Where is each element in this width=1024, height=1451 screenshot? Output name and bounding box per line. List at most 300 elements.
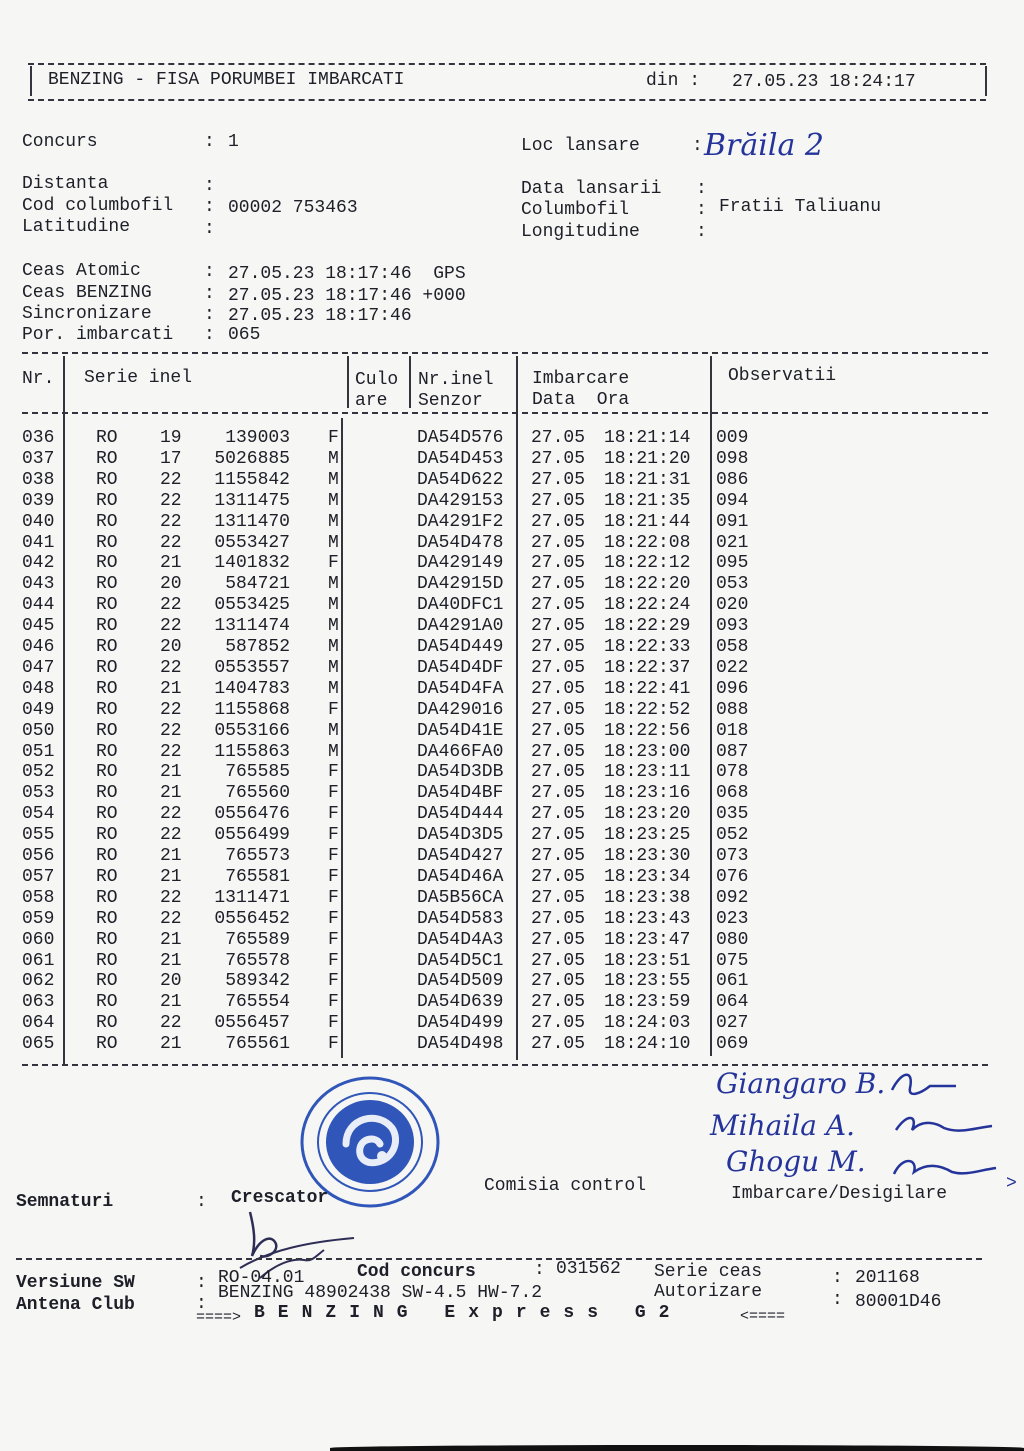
row-sensor: DA54D583	[417, 908, 504, 929]
row-nr: 048	[22, 678, 55, 699]
table-row	[0, 783, 1024, 804]
row-country: RO	[96, 469, 118, 490]
row-sex: M	[328, 574, 339, 595]
row-sensor: DA429149	[417, 553, 504, 574]
row-ring: 765585	[225, 762, 290, 783]
row-ring: 587852	[225, 637, 290, 657]
versiune-sw-value: RO-04.01	[218, 1268, 305, 1288]
row-nr: 044	[22, 595, 55, 616]
header-culoare-1: Culo	[355, 370, 399, 390]
row-nr: 054	[22, 804, 55, 825]
crescator-label: Crescator	[231, 1188, 329, 1208]
loc-lansare-colon: :	[692, 136, 703, 156]
row-ring: 584721	[225, 574, 290, 595]
row-date: 27.05	[531, 469, 586, 490]
table-bottom-rule	[22, 1064, 988, 1066]
row-time: 18:22:56	[604, 720, 691, 741]
banner-text: BENZING Express G2	[254, 1303, 683, 1323]
row-observatii: 021	[716, 532, 749, 553]
commission-signature-2: Mihaila A.	[710, 1109, 855, 1142]
ceas-atomic-colon: :	[204, 262, 215, 282]
cod-columbofil-value: 00002 753463	[228, 198, 358, 218]
row-ring: 1311471	[214, 887, 290, 908]
row-sex: M	[328, 657, 339, 678]
row-year: 22	[160, 469, 182, 490]
row-sex: F	[328, 1013, 339, 1034]
ceas-atomic-label: Ceas Atomic	[22, 261, 141, 281]
row-sensor: DA54D622	[417, 469, 504, 490]
row-country: RO	[96, 783, 118, 804]
row-time: 18:23:11	[604, 762, 691, 783]
row-date: 27.05	[531, 783, 586, 804]
row-year: 21	[160, 678, 182, 699]
row-sensor: DA4291A0	[417, 616, 504, 637]
row-sex: M	[328, 448, 339, 469]
row-ring: 139003	[225, 428, 290, 448]
data-lansarii-label: Data lansarii	[521, 179, 662, 199]
row-sex: M	[328, 490, 339, 511]
autorizare-colon: :	[832, 1290, 843, 1310]
row-sensor: DA429153	[417, 490, 504, 511]
row-observatii: 073	[716, 846, 749, 866]
row-ring: 0553557	[214, 657, 290, 678]
row-nr: 040	[22, 511, 55, 532]
antena-club-label: Antena Club	[16, 1295, 135, 1315]
table-row	[0, 616, 1024, 637]
columbofil-label: Columbofil	[521, 200, 630, 220]
table-row	[0, 909, 1024, 930]
row-time: 18:21:14	[604, 428, 691, 448]
row-sex: M	[328, 532, 339, 553]
row-year: 22	[160, 595, 182, 616]
cod-concurs-colon: :	[534, 1260, 545, 1280]
row-year: 21	[160, 846, 182, 866]
row-time: 18:21:31	[604, 469, 691, 490]
row-observatii: 035	[716, 804, 749, 825]
row-date: 27.05	[531, 908, 586, 929]
row-date: 27.05	[531, 1013, 586, 1034]
serie-ceas-colon: :	[832, 1268, 843, 1288]
row-sex: F	[328, 887, 339, 908]
row-country: RO	[96, 553, 118, 574]
row-year: 22	[160, 616, 182, 637]
row-date: 27.05	[531, 616, 586, 637]
row-date: 27.05	[531, 532, 586, 553]
row-country: RO	[96, 1013, 118, 1034]
row-time: 18:24:10	[604, 1034, 691, 1055]
distanta-label: Distanta	[22, 174, 109, 194]
commission-signature-scribbles	[880, 1064, 1000, 1194]
row-sex: F	[328, 428, 339, 448]
row-date: 27.05	[531, 553, 586, 574]
row-year: 21	[160, 762, 182, 783]
row-time: 18:23:38	[604, 887, 691, 908]
row-date: 27.05	[531, 825, 586, 846]
row-year: 22	[160, 720, 182, 741]
row-ring: 589342	[225, 971, 290, 992]
row-country: RO	[96, 950, 118, 971]
header-left-bar	[30, 66, 32, 96]
header-culoare-2: are	[355, 391, 388, 411]
row-nr: 065	[22, 1034, 55, 1055]
columbofil-value: Fratii Taliuanu	[719, 197, 882, 217]
sincronizare-colon: :	[204, 305, 215, 325]
row-observatii: 076	[716, 866, 749, 887]
row-date: 27.05	[531, 637, 586, 657]
row-sensor: DA40DFC1	[417, 595, 504, 616]
table-row	[0, 721, 1024, 742]
row-nr: 042	[22, 553, 55, 574]
row-sex: F	[328, 846, 339, 866]
row-sensor: DA54D3D5	[417, 825, 504, 846]
row-sensor: DA5B56CA	[417, 887, 504, 908]
row-date: 27.05	[531, 804, 586, 825]
row-observatii: 080	[716, 929, 749, 950]
row-observatii: 092	[716, 887, 749, 908]
header-nr: Nr.	[22, 369, 55, 389]
row-sex: M	[328, 678, 339, 699]
row-time: 18:23:20	[604, 804, 691, 825]
row-country: RO	[96, 741, 118, 762]
row-nr: 036	[22, 428, 55, 448]
concurs-label: Concurs	[22, 132, 98, 152]
row-observatii: 009	[716, 428, 749, 448]
row-nr: 052	[22, 762, 55, 783]
row-observatii: 095	[716, 553, 749, 574]
row-nr: 041	[22, 532, 55, 553]
semnaturi-colon: :	[196, 1192, 207, 1212]
row-sensor: DA54D444	[417, 804, 504, 825]
row-ring: 765589	[225, 929, 290, 950]
table-row	[0, 658, 1024, 679]
row-country: RO	[96, 637, 118, 657]
row-sex: M	[328, 637, 339, 657]
row-time: 18:23:30	[604, 846, 691, 866]
row-nr: 049	[22, 699, 55, 720]
por-imbarcati-value: 065	[228, 325, 261, 345]
row-nr: 045	[22, 616, 55, 637]
row-sensor: DA54D41E	[417, 720, 504, 741]
concurs-value: 1	[228, 132, 239, 152]
row-observatii: 061	[716, 971, 749, 992]
row-time: 18:22:41	[604, 678, 691, 699]
row-time: 18:22:37	[604, 657, 691, 678]
row-sex: F	[328, 971, 339, 992]
row-nr: 063	[22, 992, 55, 1013]
row-observatii: 096	[716, 678, 749, 699]
table-header-rule	[22, 412, 988, 414]
row-ring: 1311470	[214, 511, 290, 532]
header-datetime: 27.05.23 18:24:17	[732, 72, 916, 92]
por-imbarcati-colon: :	[204, 325, 215, 345]
row-nr: 039	[22, 490, 55, 511]
row-sensor: DA466FA0	[417, 741, 504, 762]
table-row	[0, 449, 1024, 470]
row-sensor: DA54D453	[417, 448, 504, 469]
row-year: 22	[160, 657, 182, 678]
row-sensor: DA54D449	[417, 637, 504, 657]
table-row	[0, 825, 1024, 846]
row-sex: F	[328, 762, 339, 783]
row-sex: M	[328, 469, 339, 490]
row-sensor: DA54D478	[417, 532, 504, 553]
row-sensor: DA42915D	[417, 574, 504, 595]
row-time: 18:23:34	[604, 866, 691, 887]
row-country: RO	[96, 992, 118, 1013]
row-nr: 062	[22, 971, 55, 992]
table-row	[0, 553, 1024, 574]
row-ring: 1311474	[214, 616, 290, 637]
row-sensor: DA54D4BF	[417, 783, 504, 804]
row-ring: 765560	[225, 783, 290, 804]
row-ring: 0553166	[214, 720, 290, 741]
arrow-mark: >	[1006, 1174, 1017, 1194]
row-sex: M	[328, 511, 339, 532]
row-nr: 050	[22, 720, 55, 741]
row-sensor: DA54D4FA	[417, 678, 504, 699]
row-country: RO	[96, 887, 118, 908]
row-sensor: DA54D4A3	[417, 929, 504, 950]
row-country: RO	[96, 929, 118, 950]
row-sensor: DA54D498	[417, 1034, 504, 1055]
loc-lansare-label: Loc lansare	[521, 136, 640, 156]
row-year: 22	[160, 532, 182, 553]
header-observatii: Observatii	[728, 366, 837, 386]
row-time: 18:22:20	[604, 574, 691, 595]
row-nr: 059	[22, 908, 55, 929]
row-country: RO	[96, 511, 118, 532]
table-row	[0, 846, 1024, 867]
row-year: 22	[160, 887, 182, 908]
row-date: 27.05	[531, 428, 586, 448]
row-observatii: 022	[716, 657, 749, 678]
document-title: BENZING - FISA PORUMBEI IMBARCATI	[48, 70, 405, 90]
cod-concurs-label: Cod concurs	[357, 1262, 476, 1282]
row-year: 22	[160, 741, 182, 762]
row-ring: 1155863	[214, 741, 290, 762]
row-date: 27.05	[531, 657, 586, 678]
row-sex: F	[328, 825, 339, 846]
row-ring: 765578	[225, 950, 290, 971]
row-country: RO	[96, 616, 118, 637]
row-ring: 1155868	[214, 699, 290, 720]
row-observatii: 086	[716, 469, 749, 490]
row-year: 22	[160, 804, 182, 825]
latitudine-colon: :	[204, 219, 215, 239]
por-imbarcati-label: Por. imbarcati	[22, 325, 174, 345]
row-date: 27.05	[531, 511, 586, 532]
page-bottom-edge	[330, 1445, 1024, 1451]
row-time: 18:23:47	[604, 929, 691, 950]
row-year: 22	[160, 699, 182, 720]
row-date: 27.05	[531, 1034, 586, 1055]
row-observatii: 075	[716, 950, 749, 971]
row-time: 18:22:29	[604, 616, 691, 637]
row-sensor: DA429016	[417, 699, 504, 720]
row-ring: 0556476	[214, 804, 290, 825]
row-ring: 765581	[225, 866, 290, 887]
row-country: RO	[96, 825, 118, 846]
row-sex: M	[328, 720, 339, 741]
row-ring: 765554	[225, 992, 290, 1013]
row-time: 18:22:08	[604, 532, 691, 553]
row-ring: 0556452	[214, 908, 290, 929]
table-row	[0, 1013, 1024, 1034]
loc-lansare-value: Brăila 2	[704, 128, 824, 163]
table-row	[0, 804, 1024, 825]
row-time: 18:24:03	[604, 1013, 691, 1034]
serie-ceas-label: Serie ceas	[654, 1262, 763, 1282]
distanta-colon: :	[204, 176, 215, 196]
row-observatii: 020	[716, 595, 749, 616]
row-year: 22	[160, 1013, 182, 1034]
row-observatii: 064	[716, 992, 749, 1013]
row-date: 27.05	[531, 490, 586, 511]
serie-ceas-value: 201168	[855, 1268, 920, 1288]
data-lansarii-colon: :	[696, 179, 707, 199]
row-sex: F	[328, 1034, 339, 1055]
row-sensor: DA54D4DF	[417, 657, 504, 678]
row-observatii: 094	[716, 490, 749, 511]
row-year: 20	[160, 637, 182, 657]
row-country: RO	[96, 908, 118, 929]
antena-club-value: BENZING 48902438 SW-4.5 HW-7.2	[218, 1283, 543, 1303]
row-sex: F	[328, 699, 339, 720]
row-ring: 1404783	[214, 678, 290, 699]
ceas-atomic-value: 27.05.23 18:17:46 GPS	[228, 264, 466, 284]
row-country: RO	[96, 971, 118, 992]
row-year: 22	[160, 511, 182, 532]
row-observatii: 068	[716, 783, 749, 804]
row-country: RO	[96, 574, 118, 595]
row-date: 27.05	[531, 866, 586, 887]
row-date: 27.05	[531, 595, 586, 616]
row-sensor: DA54D499	[417, 1013, 504, 1034]
footer-rule	[16, 1258, 982, 1260]
col-divider-culoare	[409, 356, 411, 408]
row-country: RO	[96, 846, 118, 866]
header-nrinel-1: Nr.inel	[418, 370, 494, 390]
row-date: 27.05	[531, 887, 586, 908]
table-row	[0, 951, 1024, 972]
row-observatii: 023	[716, 908, 749, 929]
row-sensor: DA54D576	[417, 428, 504, 448]
row-ring: 0556499	[214, 825, 290, 846]
row-sex: F	[328, 553, 339, 574]
row-country: RO	[96, 866, 118, 887]
row-nr: 056	[22, 846, 55, 866]
cod-columbofil-label: Cod columbofil	[22, 196, 174, 216]
row-time: 18:21:35	[604, 490, 691, 511]
header-right-bar	[985, 66, 987, 96]
row-sensor: DA4291F2	[417, 511, 504, 532]
row-ring: 0553425	[214, 595, 290, 616]
row-ring: 1401832	[214, 553, 290, 574]
row-nr: 043	[22, 574, 55, 595]
row-year: 22	[160, 825, 182, 846]
comisia-control-label: Comisia control	[484, 1176, 647, 1196]
header-top-rule	[28, 63, 986, 65]
row-sensor: DA54D3DB	[417, 762, 504, 783]
row-nr: 053	[22, 783, 55, 804]
row-year: 21	[160, 553, 182, 574]
row-year: 17	[160, 448, 182, 469]
table-row	[0, 470, 1024, 491]
row-country: RO	[96, 448, 118, 469]
row-sex: F	[328, 908, 339, 929]
row-observatii: 069	[716, 1034, 749, 1055]
row-year: 21	[160, 992, 182, 1013]
row-nr: 060	[22, 929, 55, 950]
row-ring: 0553427	[214, 532, 290, 553]
row-country: RO	[96, 762, 118, 783]
header-nrinel-2: Senzor	[418, 391, 483, 411]
row-time: 18:22:24	[604, 595, 691, 616]
longitudine-label: Longitudine	[521, 222, 640, 242]
row-nr: 055	[22, 825, 55, 846]
autorizare-label: Autorizare	[654, 1282, 763, 1302]
antena-club-colon: :	[196, 1294, 207, 1314]
row-date: 27.05	[531, 950, 586, 971]
row-country: RO	[96, 804, 118, 825]
header-imbarcare-1: Imbarcare	[532, 369, 630, 389]
row-country: RO	[96, 532, 118, 553]
table-row	[0, 428, 1024, 449]
row-year: 20	[160, 971, 182, 992]
row-observatii: 088	[716, 699, 749, 720]
row-time: 18:23:55	[604, 971, 691, 992]
row-country: RO	[96, 720, 118, 741]
row-sensor: DA54D639	[417, 992, 504, 1013]
header-din-label: din :	[646, 71, 701, 91]
row-observatii: 087	[716, 741, 749, 762]
ceas-benzing-value: 27.05.23 18:17:46 +000	[228, 286, 466, 306]
row-sex: M	[328, 616, 339, 637]
row-ring: 1311475	[214, 490, 290, 511]
ceas-benzing-label: Ceas BENZING	[22, 283, 152, 303]
cod-columbofil-colon: :	[204, 197, 215, 217]
table-row	[0, 679, 1024, 700]
row-country: RO	[96, 595, 118, 616]
row-date: 27.05	[531, 448, 586, 469]
row-year: 20	[160, 574, 182, 595]
table-row	[0, 512, 1024, 533]
row-year: 21	[160, 929, 182, 950]
commission-signature-3: Ghogu M.	[726, 1145, 866, 1178]
row-sex: M	[328, 595, 339, 616]
row-sex: F	[328, 992, 339, 1013]
row-nr: 058	[22, 887, 55, 908]
row-sex: F	[328, 783, 339, 804]
row-time: 18:23:59	[604, 992, 691, 1013]
row-country: RO	[96, 678, 118, 699]
versiune-sw-label: Versiune SW	[16, 1273, 135, 1293]
table-row	[0, 595, 1024, 616]
table-row	[0, 971, 1024, 992]
table-row	[0, 742, 1024, 763]
row-sex: F	[328, 929, 339, 950]
row-nr: 061	[22, 950, 55, 971]
row-nr: 038	[22, 469, 55, 490]
row-ring: 0556457	[214, 1013, 290, 1034]
table-top-rule	[22, 352, 988, 354]
row-sex: F	[328, 950, 339, 971]
imbarcare-desigilare-label: Imbarcare/Desigilare	[731, 1184, 948, 1204]
row-ring: 765561	[225, 1034, 290, 1055]
row-date: 27.05	[531, 720, 586, 741]
row-year: 19	[160, 428, 182, 448]
row-time: 18:23:43	[604, 908, 691, 929]
